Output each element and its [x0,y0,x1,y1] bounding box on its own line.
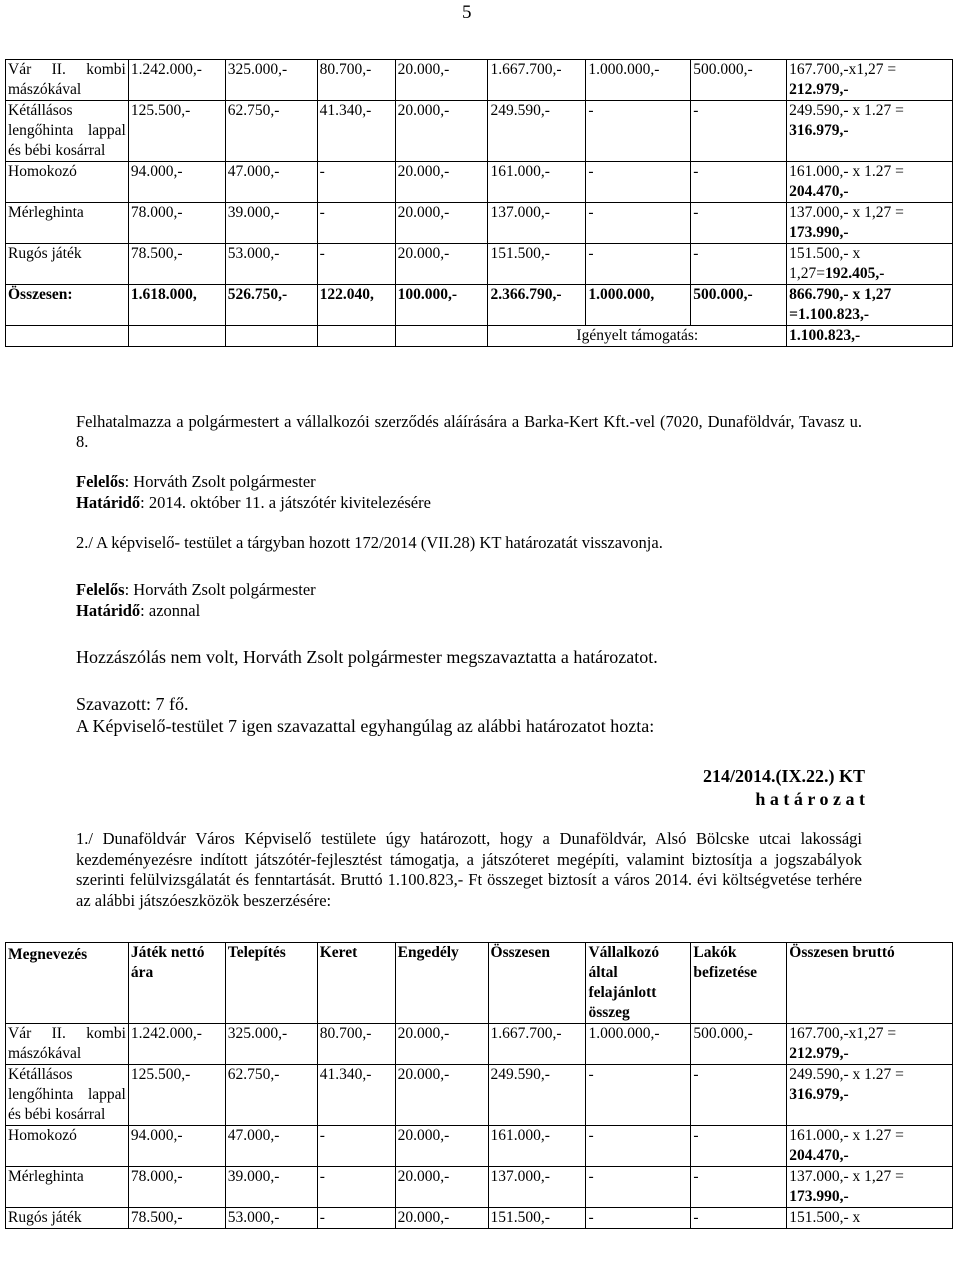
claimed-support-row [6,326,953,347]
value-cell: 20.000,- [395,244,488,285]
item-name-cell: Vár II. kombi mászókával [6,60,129,101]
value-cell: 41.340,- [317,1065,395,1126]
gross-total-value: 212.979,- [789,81,849,98]
value-cell: 39.000,- [225,203,317,244]
responsible-value: : Horváth Zsolt polgármester [124,580,316,599]
table-row [6,244,953,285]
responsible-value: : Horváth Zsolt polgármester [124,472,316,491]
table-row [6,162,953,203]
value-cell: 39.000,- [225,1167,317,1208]
value-cell: 161.000,- [488,162,586,203]
value-cell: 249.590,- [488,1065,586,1126]
value-cell: 249.590,- [488,101,586,162]
value-cell: 151.500,- x 1,27=192.405,- [787,244,953,285]
deadline-label: Határidő [76,601,141,620]
value-cell: 249.590,- x 1.27 = 316.979,- [787,1065,953,1126]
empty-cell [317,326,395,347]
value-cell: - [586,1167,691,1208]
value-cell: 1.000.000, [586,285,691,326]
value-cell: 100.000,- [395,285,488,326]
value-cell: 94.000,- [128,162,225,203]
deadline-label: Határidő [76,493,141,512]
value-cell: 94.000,- [128,1126,225,1167]
value-cell: 20.000,- [395,1126,488,1167]
value-cell: - [317,244,395,285]
value-cell: 137.000,- x 1,27 = 173.990,- [787,1167,953,1208]
column-header: Összesen [488,943,586,1024]
responsible-label: Felelős [76,472,125,491]
gross-total-value: 316.979,- [789,1086,849,1103]
value-cell: 78.000,- [128,203,225,244]
value-cell: 500.000,- [691,285,787,326]
gross-total-value: 204.470,- [789,183,849,200]
empty-cell [6,326,129,347]
value-cell: 151.500,- x [787,1208,953,1229]
value-cell: 80.700,- [317,1024,395,1065]
value-cell: 1.242.000,- [128,1024,225,1065]
value-cell: - [586,1065,691,1126]
column-header: Lakók befizetése [691,943,787,1024]
value-cell: - [317,203,395,244]
value-cell: - [586,101,691,162]
item-name-cell: Kétállásos lengőhinta lappal és bébi kosárral [6,1065,129,1126]
item-name-cell: Rugós játék [6,1208,129,1229]
gross-total-value: 173.990,- [789,1188,849,1205]
page-number: 5 [462,2,472,23]
column-header: Keret [317,943,395,1024]
resolution-number: 214/2014.(IX.22.) KT [703,766,865,786]
value-cell: 53.000,- [225,1208,317,1229]
value-cell: 125.500,- [128,1065,225,1126]
value-cell: 137.000,- [488,203,586,244]
value-cell: 137.000,- [488,1167,586,1208]
value-cell: 500.000,- [691,1024,787,1065]
value-cell: - [317,1208,395,1229]
item-name-cell: Homokozó [6,1126,129,1167]
value-cell: - [317,162,395,203]
revocation-paragraph: 2./ A képviselő- testület a tárgyban hozott 172/2014 (VII.28) KT határozatát visszavonja. [76,533,663,552]
value-cell: 151.500,- [488,244,586,285]
value-cell: 20.000,- [395,101,488,162]
comment-paragraph: Hozzászólás nem volt, Horváth Zsolt polgármester megszavaztatta a határozatot. [76,647,658,667]
value-cell: 325.000,- [225,1024,317,1065]
value-cell: 80.700,- [317,60,395,101]
table-row [6,1065,953,1126]
value-cell: - [691,1167,787,1208]
value-cell: - [691,1126,787,1167]
value-cell: 20.000,- [395,60,488,101]
item-name-cell: Vár II. kombi mászókával [6,1024,129,1065]
cost-table [5,942,953,1229]
value-cell: 20.000,- [395,162,488,203]
value-cell: 161.000,- [488,1126,586,1167]
resolution-title: h a t á r o z a t [755,789,865,809]
table-row [6,60,953,101]
value-cell: - [691,203,787,244]
value-cell: 20.000,- [395,1024,488,1065]
item-name-cell: Mérleghinta [6,1167,129,1208]
claimed-support-label: Igényelt támogatás: [488,326,787,347]
empty-cell [128,326,225,347]
value-cell: 249.590,- x 1.27 = 316.979,- [787,101,953,162]
gross-total-value: 173.990,- [789,224,849,241]
value-cell: - [691,1065,787,1126]
value-cell: 78.000,- [128,1167,225,1208]
header-row [6,943,953,1024]
authorization-paragraph: Felhatalmazza a polgármestert a vállalkozói szerződés aláírására a Barka-Kert Kft.-vel (7020, Dunaföldvár, Tavasz u. 8. [76,412,862,451]
gross-total-value: 192.405,- [825,265,885,282]
value-cell: - [586,1126,691,1167]
column-header: Telepítés [225,943,317,1024]
deadline-line-2 [76,601,200,621]
value-cell: 167.700,-x1,27 = 212.979,- [787,1024,953,1065]
value-cell: 325.000,- [225,60,317,101]
column-header: Megnevezés [6,943,129,1024]
value-cell: 1.242.000,- [128,60,225,101]
value-cell: 41.340,- [317,101,395,162]
value-cell: 1.667.700,- [488,60,586,101]
deadline-line-1 [76,493,431,513]
gross-total-value: 316.979,- [789,122,849,139]
empty-cell [225,326,317,347]
gross-total-value: 212.979,- [789,1045,849,1062]
value-cell: 78.500,- [128,1208,225,1229]
value-cell: - [586,203,691,244]
value-cell: - [586,1208,691,1229]
value-cell: 1.667.700,- [488,1024,586,1065]
vote-count: Szavazott: 7 fő. [76,694,189,714]
item-name-cell: Kétállásos lengőhinta lappal és bébi kosárral [6,101,129,162]
table-row [6,1208,953,1229]
value-cell: 122.040, [317,285,395,326]
value-cell: - [586,244,691,285]
value-cell: 47.000,- [225,1126,317,1167]
value-cell: 1.000.000,- [586,60,691,101]
value-cell: 161.000,- x 1.27 = 204.470,- [787,162,953,203]
value-cell: 1.000.000,- [586,1024,691,1065]
deadline-value: : azonnal [140,601,201,620]
value-cell: 78.500,- [128,244,225,285]
value-cell: 526.750,- [225,285,317,326]
value-cell: 2.366.790,- [488,285,586,326]
vote-result: A Képviselő-testület 7 igen szavazattal egyhangúlag az alábbi határozatot hozta: [76,716,655,736]
value-cell: 62.750,- [225,101,317,162]
value-cell: 866.790,- x 1,27 =1.100.823,- [787,285,953,326]
table-row [6,1167,953,1208]
value-cell: 20.000,- [395,1167,488,1208]
column-header: Összesen bruttó [787,943,953,1024]
item-name-cell: Mérleghinta [6,203,129,244]
resolution-paragraph: 1./ Dunaföldvár Város Képviselő testülete úgy határozott, hogy a Dunaföldvár, Alsó Bölcske utcai lakossági kezdeményezésre indított játszótér-fejlesztést támogatja, a játszóteret megépíti, valamint biztosítja a jogszabályok szerinti felülvizsgálatát és fenntartását. Bruttó 1.100.823,- Ft összeget biztosít a város 2014. évi költségvetése terhére az alábbi játszóeszközök beszerzésére: [76,829,862,910]
responsible-line-2 [76,580,316,600]
cost-table-continued [5,59,953,347]
claimed-support-value: 1.100.823,- [787,326,953,347]
table-row [6,1024,953,1065]
value-cell: 1.618.000, [128,285,225,326]
table-row [6,285,953,326]
value-cell: - [586,162,691,203]
value-cell: - [691,101,787,162]
value-cell: 47.000,- [225,162,317,203]
value-cell: 161.000,- x 1.27 = 204.470,- [787,1126,953,1167]
item-name-cell: Rugós játék [6,244,129,285]
responsible-line-1 [76,472,316,492]
table-row [6,101,953,162]
responsible-label: Felelős [76,580,125,599]
value-cell: 151.500,- [488,1208,586,1229]
value-cell: - [317,1167,395,1208]
table-row [6,203,953,244]
column-header: Engedély [395,943,488,1024]
value-cell: 167.700,-x1,27 = 212.979,- [787,60,953,101]
value-cell: - [691,162,787,203]
value-cell: - [317,1126,395,1167]
value-cell: - [691,244,787,285]
value-cell: 20.000,- [395,1065,488,1126]
item-name-cell: Összesen: [6,285,129,326]
item-name-cell: Homokozó [6,162,129,203]
gross-total-value: 204.470,- [789,1147,849,1164]
value-cell: 20.000,- [395,1208,488,1229]
value-cell: 125.500,- [128,101,225,162]
value-cell: 20.000,- [395,203,488,244]
column-header: Játék nettó ára [128,943,225,1024]
column-header: Vállalkozó által felajánlott összeg [586,943,691,1024]
value-cell: 500.000,- [691,60,787,101]
table-row [6,1126,953,1167]
deadline-value: : 2014. október 11. a játszótér kivitelezésére [140,493,431,512]
value-cell: 53.000,- [225,244,317,285]
empty-cell [395,326,488,347]
value-cell: 62.750,- [225,1065,317,1126]
value-cell: - [691,1208,787,1229]
value-cell: 137.000,- x 1,27 = 173.990,- [787,203,953,244]
